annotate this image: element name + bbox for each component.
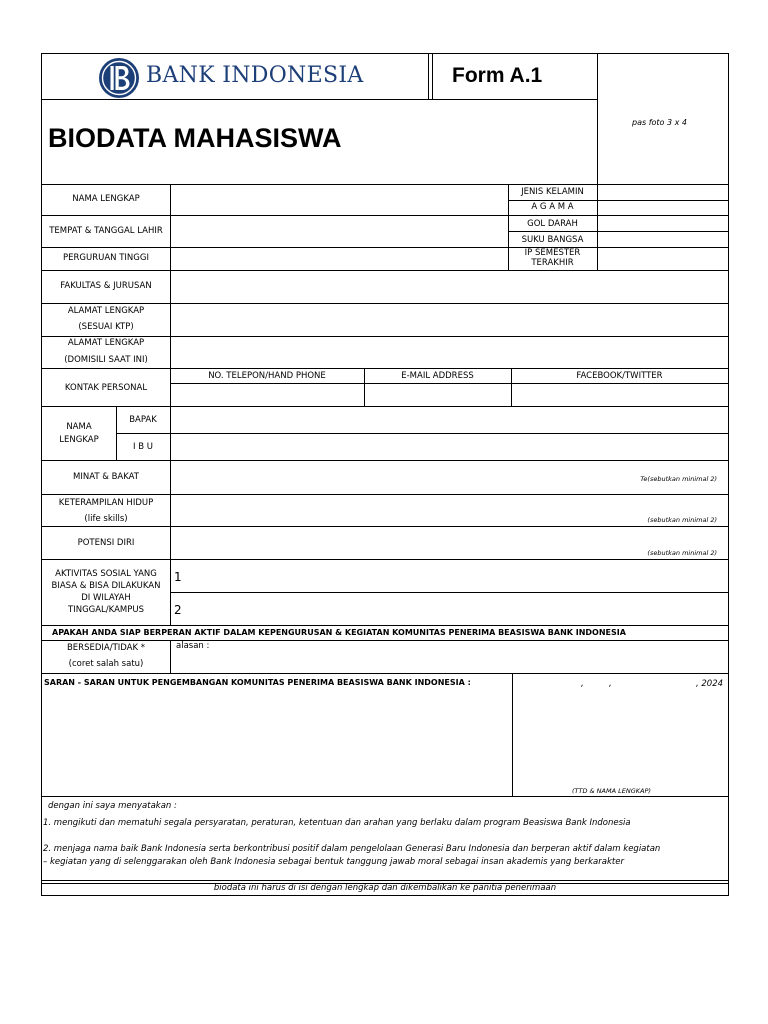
photo-upload-area[interactable] xyxy=(599,55,727,183)
alamat-ktp-input[interactable] xyxy=(171,304,728,336)
jenis-kelamin-input[interactable] xyxy=(598,185,728,200)
divider xyxy=(42,640,728,641)
label-agama: A G A M A xyxy=(531,202,574,212)
photo-box-border xyxy=(597,54,598,184)
label-perguruan-tinggi: PERGURUAN TINGGI xyxy=(63,253,149,263)
label-tempat-tanggal-lahir: TEMPAT & TANGGAL LAHIR xyxy=(49,226,163,236)
ip-semester-input[interactable] xyxy=(598,248,728,270)
bi-emblem-icon xyxy=(98,57,140,99)
email-input[interactable] xyxy=(365,384,511,406)
aktivitas-number-2: 2 xyxy=(174,603,182,617)
form-id: Form A.1 xyxy=(452,64,543,87)
aktivitas-number-1: 1 xyxy=(174,570,182,584)
footer-note: biodata ini harus di isi dengan lengkap dan dikembalikan ke panitia penerimaan xyxy=(213,883,557,893)
divider xyxy=(42,99,597,100)
label-jenis-kelamin: JENIS KELAMIN xyxy=(521,187,584,197)
statement-intro: dengan ini saya menyatakan : xyxy=(48,801,177,811)
alamat-domisili-input[interactable] xyxy=(171,337,728,368)
logo-text: BANK INDONESIA xyxy=(146,63,364,88)
divider xyxy=(432,54,433,100)
label-nama-ortu-2: LENGKAP xyxy=(59,435,99,445)
header-email: E-MAIL ADDRESS xyxy=(401,371,474,381)
divider xyxy=(42,796,728,797)
label-suku-bangsa: SUKU BANGSA xyxy=(521,235,584,245)
bersedia-tidak-choice[interactable] xyxy=(52,642,168,672)
question-text: APAKAH ANDA SIAP BERPERAN AKTIF DALAM KEPENGURUSAN & KEGIATAN KOMUNITAS PENERIMA BEASISWA BANK INDONESIA xyxy=(52,628,626,637)
photo-label: pas foto 3 x 4 xyxy=(632,118,687,127)
hint-minat: Te(sebutkan minimal 2) xyxy=(640,475,717,483)
divider xyxy=(42,880,728,881)
label-ip-semester: IP SEMESTER xyxy=(524,248,581,258)
label-minat-bakat: MINAT & BAKAT xyxy=(73,472,139,482)
aktivitas-2-input[interactable] xyxy=(187,593,728,625)
nama-ibu-input[interactable] xyxy=(171,434,728,460)
label-potensi-diri: POTENSI DIRI xyxy=(77,538,135,548)
label-fakultas-jurusan: FAKULTAS & JURUSAN xyxy=(60,281,152,291)
label-bapak: BAPAK xyxy=(129,415,157,425)
suku-bangsa-input[interactable] xyxy=(598,232,728,247)
label-alasan: alasan : xyxy=(176,641,210,651)
divider xyxy=(428,54,429,100)
signature-label: (TTD & NAMA LENGKAP) xyxy=(572,787,651,795)
label-aktivitas-4: TINGGAL/KAMPUS xyxy=(68,605,144,615)
label-alamat-domisili-note: (DOMISILI SAAT INI) xyxy=(64,355,148,365)
label-alamat-ktp-note: (SESUAI KTP) xyxy=(78,322,134,332)
tempat-tanggal-lahir-input[interactable] xyxy=(171,216,508,247)
label-nama-lengkap: NAMA LENGKAP xyxy=(72,194,140,204)
page-title: BIODATA MAHASISWA xyxy=(48,123,342,153)
fakultas-jurusan-input[interactable] xyxy=(171,271,728,303)
hint-keterampilan: (sebutkan minimal 2) xyxy=(647,516,717,524)
potensi-diri-input[interactable] xyxy=(171,527,728,559)
divider xyxy=(170,640,171,674)
label-kontak-personal: KONTAK PERSONAL xyxy=(64,383,148,393)
statement-item-2a: 2. menjaga nama baik Bank Indonesia serta berkontribusi positif dalam pengelolaan Generasi Baru Indonesia dan berperan aktif dalam kegiatan xyxy=(43,844,661,854)
label-bersedia: BERSEDIA/TIDAK * xyxy=(66,643,146,653)
date-comma-2: , xyxy=(609,679,612,689)
perguruan-tinggi-input[interactable] xyxy=(171,248,508,270)
hint-potensi: (sebutkan minimal 2) xyxy=(647,549,717,557)
label-aktivitas-2: BIASA & BISA DILAKUKAN xyxy=(51,581,161,591)
divider xyxy=(42,368,728,369)
label-keterampilan-note: (life skills) xyxy=(84,514,128,524)
nama-lengkap-input[interactable] xyxy=(171,185,508,215)
label-ibu: I B U xyxy=(133,442,153,452)
gol-darah-input[interactable] xyxy=(598,216,728,231)
statement-item-1: 1. mengikuti dan mematuhi segala persyaratan, peraturan, ketentuan dan arahan yang berlaku dalam program Beasiswa Bank Indonesia xyxy=(43,818,631,828)
header-telepon: NO. TELEPON/HAND PHONE xyxy=(208,371,326,381)
telepon-input[interactable] xyxy=(171,384,364,406)
keterampilan-input[interactable] xyxy=(171,495,728,526)
aktivitas-1-input[interactable] xyxy=(187,560,728,592)
divider xyxy=(42,625,728,626)
bank-indonesia-logo xyxy=(98,57,140,99)
label-alamat-domisili: ALAMAT LENGKAP xyxy=(67,338,145,348)
social-media-input[interactable] xyxy=(512,384,728,406)
minat-bakat-input[interactable] xyxy=(171,461,728,494)
label-keterampilan: KETERAMPILAN HIDUP xyxy=(58,498,154,508)
header-social: FACEBOOK/TWITTER xyxy=(576,371,663,381)
agama-input[interactable] xyxy=(598,201,728,215)
label-gol-darah: GOL DARAH xyxy=(527,219,578,229)
signature-area[interactable] xyxy=(513,674,728,796)
label-nama-ortu: NAMA xyxy=(66,422,92,432)
date-comma-1: , xyxy=(581,679,584,689)
nama-bapak-input[interactable] xyxy=(171,407,728,433)
biodata-form xyxy=(41,53,729,896)
label-saran: SARAN - SARAN UNTUK PENGEMBANGAN KOMUNITAS PENERIMA BEASISWA BANK INDONESIA : xyxy=(44,678,471,687)
label-aktivitas: AKTIVITAS SOSIAL YANG xyxy=(55,569,157,579)
saran-input[interactable] xyxy=(43,688,512,796)
date-year: , 2024 xyxy=(696,679,724,689)
label-aktivitas-3: DI WILAYAH xyxy=(81,593,131,603)
label-alamat-ktp: ALAMAT LENGKAP xyxy=(67,306,145,316)
label-ip-semester-2: TERAKHIR xyxy=(531,258,574,268)
label-coret: (coret salah satu) xyxy=(68,659,144,669)
statement-item-2b: – kegiatan yang di selenggarakan oleh Bank Indonesia sebagai bentuk tanggung jawab moral sebagai insan akademis yang berkarakter xyxy=(43,857,624,867)
alasan-input[interactable] xyxy=(214,642,728,673)
